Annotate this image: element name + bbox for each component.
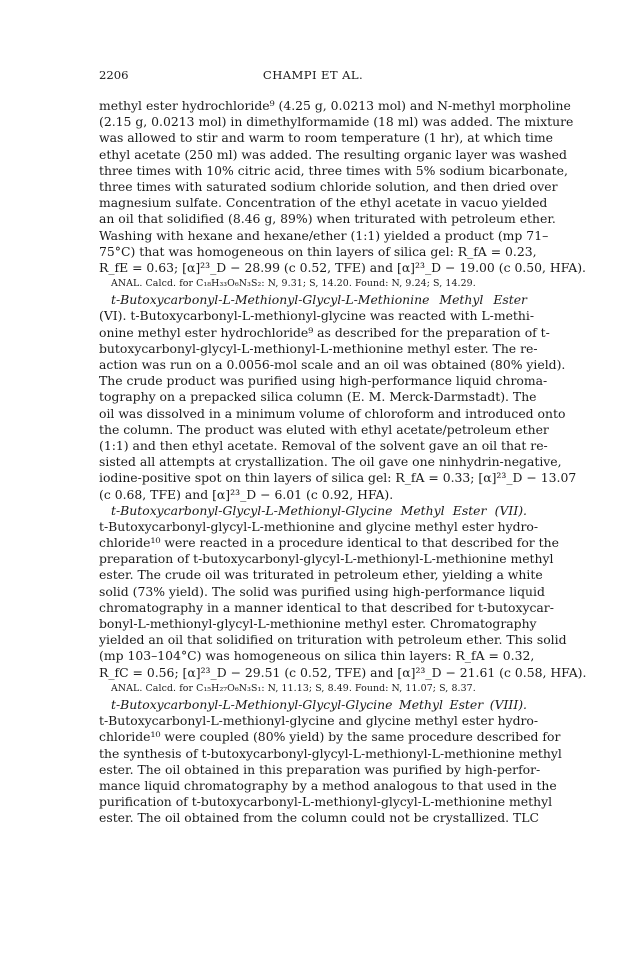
page-number: 2206 <box>99 68 129 82</box>
text-line: chromatography in a manner identical to that described for t-butoxycar- <box>99 599 554 615</box>
text-line: methyl ester hydrochloride⁹ (4.25 g, 0.0213 mol) and N-methyl morpholine <box>99 98 571 113</box>
text-line: three times with saturated sodium chloride solution, and then dried over <box>99 178 558 194</box>
text-line: R_fC = 0.56; [α]²³_D − 29.51 (c 0.52, TFE) and [α]²³_D − 21.61 (c 0.58, HFA). <box>99 664 587 680</box>
text-line: mance liquid chromatography by a method analogous to that used in the <box>99 777 557 793</box>
text-line: ester. The crude oil was triturated in petroleum ether, yielding a white <box>99 567 543 583</box>
text-line: preparation of t-butoxycarbonyl-glycyl-L-methionyl-L-methionine methyl <box>99 551 554 567</box>
text-line: yielded an oil that solidified on trituration with petroleum ether. This solid <box>99 632 567 648</box>
text-line: chloride¹⁰ were reacted in a procedure identical to that described for the <box>99 535 559 551</box>
text-line: ester. The oil obtained in this preparation was purified by high-perfor- <box>99 761 541 777</box>
page-header <box>99 68 527 86</box>
text-line: was allowed to stir and warm to room temperature (1 hr), at which time <box>99 130 553 146</box>
text-line: chloride¹⁰ were coupled (80% yield) by the same procedure described for <box>99 729 561 745</box>
analysis-line: ANAL. Calcd. for C₁₅H₂₇O₆N₃S₁: N, 11.13; S, 8.49. Found: N, 11.07; S, 8.37. <box>111 682 476 694</box>
text-line: an oil that solidified (8.46 g, 89%) when triturated with petroleum ether. <box>99 211 556 227</box>
text-line: (VI). t-Butoxycarbonyl-L-methionyl-glycine was reacted with L-methi- <box>99 308 535 324</box>
text-line: three times with 10% citric acid, three times with 5% sodium bicarbonate, <box>99 162 568 178</box>
analysis-line: ANAL. Calcd. for C₁₈H₃₃O₆N₃S₂: N, 9.31; S, 14.20. Found: N, 9.24; S, 14.29. <box>111 278 476 290</box>
text-line: ethyl acetate (250 ml) was added. The resulting organic layer was washed <box>99 146 567 162</box>
text-line: tography on a prepacked silica column (E. M. Merck-Darmstadt). The <box>99 389 537 405</box>
text-line: R_fE = 0.63; [α]²³_D − 28.99 (c 0.52, TFE) and [α]²³_D − 19.00 (c 0.50, HFA). <box>99 259 586 275</box>
section-heading-line: t-Butoxycarbonyl-L-Methionyl-Glycyl-Glycine Methyl Ester (VIII). <box>111 696 527 712</box>
text-line: (1:1) and then ethyl acetate. Removal of the solvent gave an oil that re- <box>99 437 548 453</box>
text-line: sisted all attempts at crystallization. The oil gave one ninhydrin-negative, <box>99 454 562 470</box>
text-line: the column. The product was eluted with ethyl acetate/petroleum ether <box>99 421 549 437</box>
text-line: Washing with hexane and hexane/ether (1:1) yielded a product (mp 71– <box>99 227 549 243</box>
text-line: (c 0.68, TFE) and [α]²³_D − 6.01 (c 0.92, HFA). <box>99 486 394 502</box>
text-line: action was run on a 0.0056-mol scale and an oil was obtained (80% yield). <box>99 357 566 372</box>
text-line: solid (73% yield). The solid was purified using high-performance liquid <box>99 583 545 599</box>
text-line: t-Butoxycarbonyl-glycyl-L-methionine and glycine methyl ester hydro- <box>99 518 539 534</box>
text-line: butoxycarbonyl-glycyl-L-methionyl-L-methionine methyl ester. The re- <box>99 340 538 356</box>
section-heading-line: t-Butoxycarbonyl-L-Methionyl-Glycyl-L-Methionine Methyl Ester <box>111 292 527 308</box>
text-line: purification of t-butoxycarbonyl-L-methionyl-glycyl-L-methionine methyl <box>99 794 553 810</box>
text-line: (mp 103–104°C) was homogeneous on silica thin layers: R_fA = 0.32, <box>99 648 535 664</box>
text-line: oil was dissolved in a minimum volume of chloroform and introduced onto <box>99 405 566 421</box>
text-line: magnesium sulfate. Concentration of the ethyl acetate in vacuo yielded <box>99 195 548 211</box>
text-line: (2.15 g, 0.0213 mol) in dimethylformamide (18 ml) was added. The mixture <box>99 114 574 130</box>
text-line: onine methyl ester hydrochloride⁹ as described for the preparation of t- <box>99 324 550 340</box>
text-line: ester. The oil obtained from the column could not be crystallized. TLC <box>99 810 539 826</box>
running-title: CHAMPI ET AL. <box>262 68 364 82</box>
text-line: 75°C) that was homogeneous on thin layers of silica gel: R_fA = 0.23, <box>99 243 537 259</box>
text-line: iodine-positive spot on thin layers of silica gel: R_fA = 0.33; [α]²³_D − 13.07 <box>99 470 577 486</box>
section-heading-line: t-Butoxycarbonyl-Glycyl-L-Methionyl-Glycine Methyl Ester (VII). <box>111 502 527 518</box>
text-line: t-Butoxycarbonyl-L-methionyl-glycine and glycine methyl ester hydro- <box>99 713 539 729</box>
body-text <box>99 98 587 826</box>
text-line: bonyl-L-methionyl-glycyl-L-methionine methyl ester. Chromatography <box>99 616 537 631</box>
text-line: The crude product was purified using high-performance liquid chroma- <box>99 373 548 389</box>
text-line: the synthesis of t-butoxycarbonyl-glycyl-L-methionyl-L-methionine methyl <box>99 745 562 761</box>
